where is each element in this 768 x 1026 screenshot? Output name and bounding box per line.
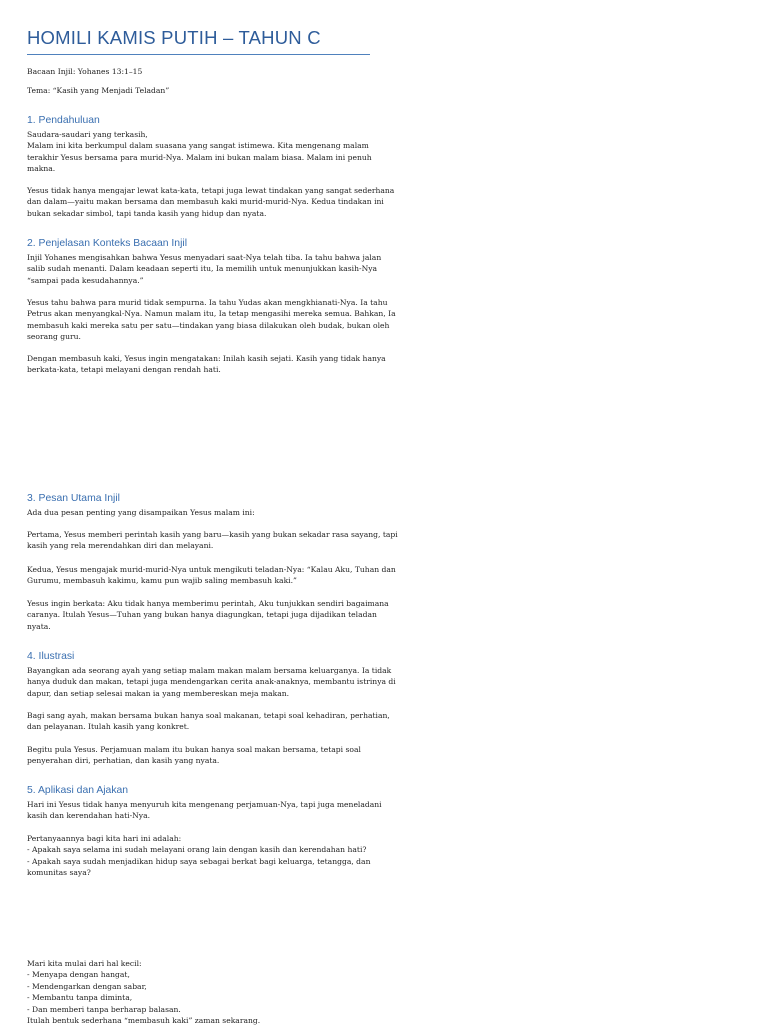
text-line: “sampai pada kesudahannya.” bbox=[27, 275, 144, 285]
text-line: hanya duduk dan makan, tetapi juga mendengarkan cerita anak-anaknya, membantu istrinya di bbox=[27, 677, 396, 687]
section-heading-pesan-utama: 3. Pesan Utama Injil bbox=[27, 493, 120, 504]
text-line: Bayangkan ada seorang ayah yang setiap malam makan malam bersama keluarganya. Ia tidak bbox=[27, 666, 392, 675]
list-item: - Menyapa dengan hangat, bbox=[27, 970, 130, 980]
text-line: terakhir Yesus bersama para murid-Nya. Malam ini bukan malam biasa. Malam ini penuh bbox=[27, 152, 372, 162]
text-line: Ada dua pesan penting yang disampaikan Yesus malam ini: bbox=[27, 508, 255, 517]
question-list bbox=[27, 833, 370, 879]
section-heading-aplikasi: 5. Aplikasi dan Ajakan bbox=[27, 785, 129, 796]
paragraph bbox=[27, 529, 398, 552]
paragraph bbox=[27, 710, 390, 733]
text-line: Dengan membasuh kaki, Yesus ingin mengatakan: Inilah kasih sejati. Kasih yang tidak hanya bbox=[27, 354, 386, 363]
text-line: Kedua, Yesus mengajak murid-murid-Nya untuk mengikuti teladan-Nya: “Kalau Aku, Tuhan dan bbox=[27, 565, 396, 574]
text-line: Yesus tidak hanya mengajar lewat kata-kata, tetapi juga lewat tindakan yang sangat sederhana bbox=[27, 186, 395, 195]
text-line: Petrus akan menyangkal-Nya. Namun malam itu, Ia tetap mengasihi mereka semua. Bahkan, Ia bbox=[27, 309, 396, 319]
text-line: berkata-kata, tetapi melayani dengan rendah hati. bbox=[27, 365, 221, 375]
section-heading-pendahuluan: 1. Pendahuluan bbox=[27, 115, 100, 126]
text-line: Injil Yohanes mengisahkan bahwa Yesus menyadari saat-Nya telah tiba. Ia tahu bahwa jalan bbox=[27, 253, 382, 262]
text-line: dan pelayanan. Itulah kasih yang konkret. bbox=[27, 722, 190, 732]
text-line: salib sudah menanti. Dalam keadaan seperti itu, Ia memilih untuk menunjukkan kasih-Nya bbox=[27, 264, 378, 274]
text-line: membasuh kaki mereka satu per satu—tindakan yang biasa dilakukan oleh budak, bukan oleh bbox=[27, 320, 390, 330]
list-item: - Mendengarkan dengan sabar, bbox=[27, 981, 147, 991]
text-line: dan dalam—yaitu makan bersama dan membasuh kaki murid-murid-Nya. Kedua tindakan ini bbox=[27, 197, 384, 207]
document-title: HOMILI KAMIS PUTIH – TAHUN C bbox=[27, 27, 321, 48]
list-item: - Membantu tanpa diminta, bbox=[27, 993, 133, 1003]
text-line: caranya. Itulah Yesus—Tuhan yang bukan hanya diagungkan, tetapi juga dijadikan teladan bbox=[27, 610, 377, 620]
paragraph bbox=[27, 598, 389, 632]
paragraph bbox=[27, 799, 382, 822]
paragraph bbox=[27, 507, 370, 518]
list-item: - Apakah saya sudah menjadikan hidup saya sebagai berkat bagi keluarga, tetangga, dan bbox=[27, 856, 371, 866]
text-line: Yesus ingin berkata: Aku tidak hanya memberimu perintah, Aku tunjukkan sendiri bagaimana bbox=[27, 599, 389, 608]
paragraph bbox=[27, 185, 395, 219]
text-line: Begitu pula Yesus. Perjamuan malam itu bukan hanya soal makan bersama, tetapi soal bbox=[27, 745, 361, 754]
text-line: Bagi sang ayah, makan bersama bukan hanya soal makanan, tetapi soal kehadiran, perhatian, bbox=[27, 711, 390, 720]
paragraph bbox=[27, 665, 396, 699]
paragraph bbox=[27, 353, 386, 376]
title-underline bbox=[27, 54, 370, 55]
text-line: bukan sekadar simbol, tapi tanda kasih yang hidup dan nyata. bbox=[27, 208, 267, 218]
text-line: penyerahan diri, perhatian, dan kasih yang nyata. bbox=[27, 756, 220, 766]
paragraph bbox=[27, 744, 370, 767]
paragraph bbox=[27, 297, 396, 343]
paragraph bbox=[27, 564, 396, 587]
list-item: - Apakah saya selama ini sudah melayani orang lain dengan kasih dan kerendahan hati? bbox=[27, 845, 367, 855]
text-line: Gurumu, membasuh kakimu, kamu pun wajib saling membasuh kaki.” bbox=[27, 576, 297, 586]
text-line: Saudara-saudari yang terkasih, bbox=[27, 130, 148, 139]
action-list bbox=[27, 958, 370, 1026]
paragraph bbox=[27, 129, 370, 175]
text-line: seorang guru. bbox=[27, 332, 81, 342]
text-line: komunitas saya? bbox=[27, 868, 91, 878]
homily-theme: Tema: “Kasih yang Menjadi Teladan” bbox=[27, 86, 170, 95]
section-heading-ilustrasi: 4. Ilustrasi bbox=[27, 651, 75, 662]
list-item: - Dan memberi tanpa berharap balasan. bbox=[27, 1004, 181, 1014]
text-line: Pertama, Yesus memberi perintah kasih yang baru—kasih yang bukan sekadar rasa sayang, tapi bbox=[27, 530, 398, 539]
text-line: Itulah bentuk sederhana “membasuh kaki” zaman sekarang. bbox=[27, 1016, 261, 1026]
text-line: Pertanyaannya bagi kita hari ini adalah: bbox=[27, 834, 182, 843]
text-line: kasih dan kerendahan hati-Nya. bbox=[27, 811, 151, 821]
reading-reference: Bacaan Injil: Yohanes 13:1–15 bbox=[27, 67, 143, 76]
text-line: dapur, dan setiap selesai makan ia yang membereskan meja makan. bbox=[27, 688, 290, 698]
text-line: Mari kita mulai dari hal kecil: bbox=[27, 959, 142, 968]
text-line: Hari ini Yesus tidak hanya menyuruh kita mengenang perjamuan-Nya, tapi juga meneladani bbox=[27, 800, 382, 809]
section-heading-konteks: 2. Penjelasan Konteks Bacaan Injil bbox=[27, 238, 188, 249]
paragraph bbox=[27, 252, 382, 286]
text-line: makna. bbox=[27, 164, 56, 174]
text-line: nyata. bbox=[27, 621, 51, 631]
text-line: Yesus tahu bahwa para murid tidak sempurna. Ia tahu Yudas akan mengkhianati-Nya. Ia tahu bbox=[27, 298, 388, 307]
text-line: kasih yang rela merendahkan diri dan melayani. bbox=[27, 541, 214, 551]
text-line: Malam ini kita berkumpul dalam suasana yang sangat istimewa. Kita mengenang malam bbox=[27, 141, 369, 151]
